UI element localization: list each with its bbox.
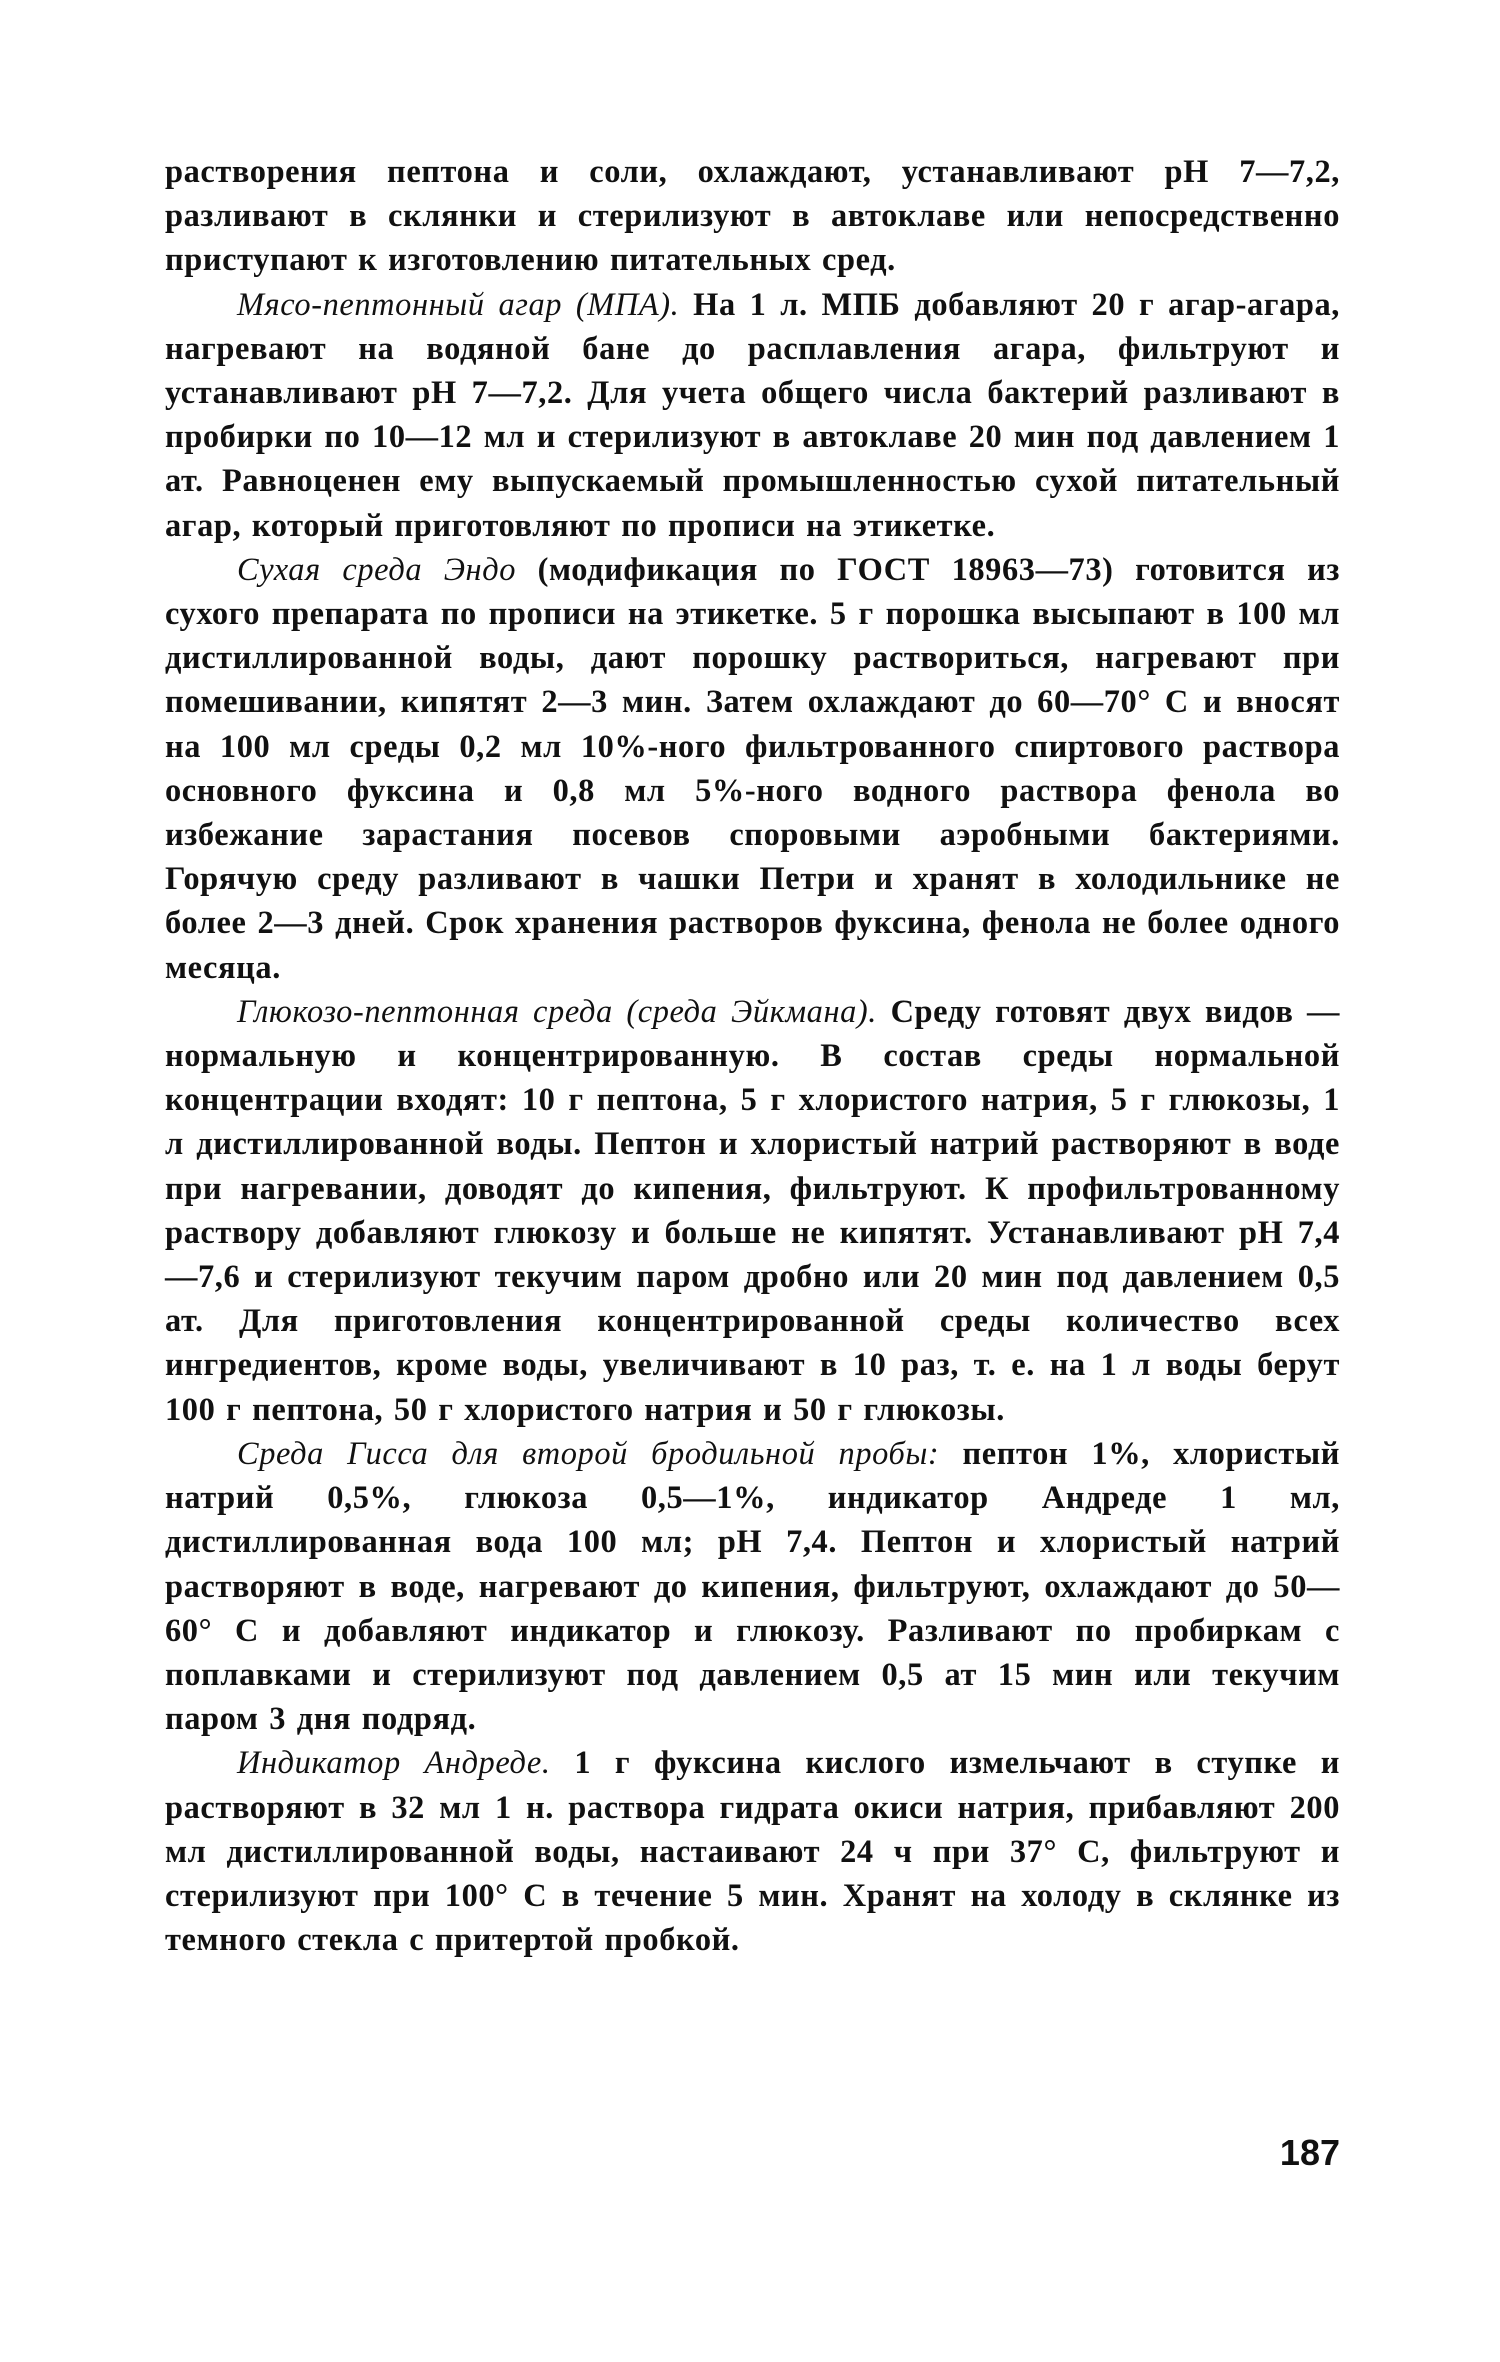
paragraph-text: 1 г фуксина кислого измельчают в ступке и растворяют в 32 мл 1 н. раствора гидрата окиси натрия, прибавляют 200 мл дистиллированной воды, настаивают 24 ч при 37° С, фильтруют и стерилизуют при 100° С в течение 5 мин. Хранят на холоду в склянке из темного стекла с притертой пробкой. <box>165 1745 1340 1959</box>
page-number: 187 <box>1279 2132 1340 2173</box>
paragraph-endo <box>165 548 1340 990</box>
paragraph-text: На 1 л. МПБ добавляют 20 г агар-агара, нагревают на водяной бане до расплавления агара, фильтруют и устанавливают рН 7—7,2. Для учета общего числа бактерий разливают в пробирки по 10—12 мл и стерилизуют в автоклаве 20 мин под давлением 1 ат. Равноценен ему выпускаемый промышленностью сухой питательный агар, который приготовляют по прописи на этикетке. <box>165 286 1341 544</box>
paragraph-heading: Индикатор Андреде. <box>237 1745 551 1782</box>
paragraph-continuation <box>165 150 1340 283</box>
paragraph-heading: Сухая среда Эндо <box>237 551 516 588</box>
paragraph-mpa <box>165 283 1340 548</box>
paragraph-giss <box>165 1432 1340 1741</box>
paragraph-heading: Среда Гисса для второй бродильной пробы: <box>237 1435 940 1472</box>
paragraph-text: растворения пептона и соли, охлаждают, устанавливают рН 7—7,2, разливают в склянки и стерилизуют в автоклаве или непосредственно приступают к изготовлению питательных сред. <box>165 154 1340 279</box>
paragraph-text: пептон 1%, хлористый натрий 0,5%, глюкоза 0,5—1%, индикатор Андреде 1 мл, дистиллированная вода 100 мл; рН 7,4. Пептон и хлористый натрий растворяют в воде, нагревают до кипения, фильтруют, охлаждают до 50—60° С и добавляют индикатор и глюкозу. Разливают по пробиркам с поплавками и стерилизуют под давлением 0,5 ат 15 мин или текучим паром 3 дня подряд. <box>165 1435 1340 1738</box>
paragraph-eijkman <box>165 990 1340 1432</box>
paragraph-heading: Глюкозо-пептонная среда (среда Эйкмана). <box>237 993 877 1030</box>
paragraph-andrade <box>165 1741 1340 1962</box>
page-body <box>165 150 1340 1962</box>
paragraph-text: (модификация по ГОСТ 18963—73) готовится из сухого препарата по прописи на этикетке. 5 г порошка высыпают в 100 мл дистиллированной воды, дают порошку раствориться, нагревают при помешивании, кипятят 2—3 мин. Затем охлаждают до 60—70° С и вносят на 100 мл среды 0,2 мл 10%-ного фильтрованного спиртового раствора основного фуксина и 0,8 мл 5%-ного водного раствора фенола во избежание зарастания посевов споровыми аэробными бактериями. Горячую среду разливают в чашки Петри и хранят в холодильнике не более 2—3 дней. Срок хранения растворов фуксина, фенола не более одного месяца. <box>165 551 1340 986</box>
paragraph-heading: Мясо-пептонный агар (МПА). <box>237 286 680 323</box>
paragraph-text: Среду готовят двух видов — нормальную и концентрированную. В состав среды нормальной концентрации входят: 10 г пептона, 5 г хлористого натрия, 5 г глюкозы, 1 л дистиллированной воды. Пептон и хлористый натрий растворяют в воде при нагревании, доводят до кипения, фильтруют. К профильтрованному раствору добавляют глюкозу и больше не кипятят. Устанавливают рН 7,4—7,6 и стерилизуют текучим паром дробно или 20 мин под давлением 0,5 ат. Для приготовления концентрированной среды количество всех ингредиентов, кроме воды, увеличивают в 10 раз, т. е. на 1 л воды берут 100 г пептона, 50 г хлористого натрия и 50 г глюкозы. <box>165 993 1340 1428</box>
